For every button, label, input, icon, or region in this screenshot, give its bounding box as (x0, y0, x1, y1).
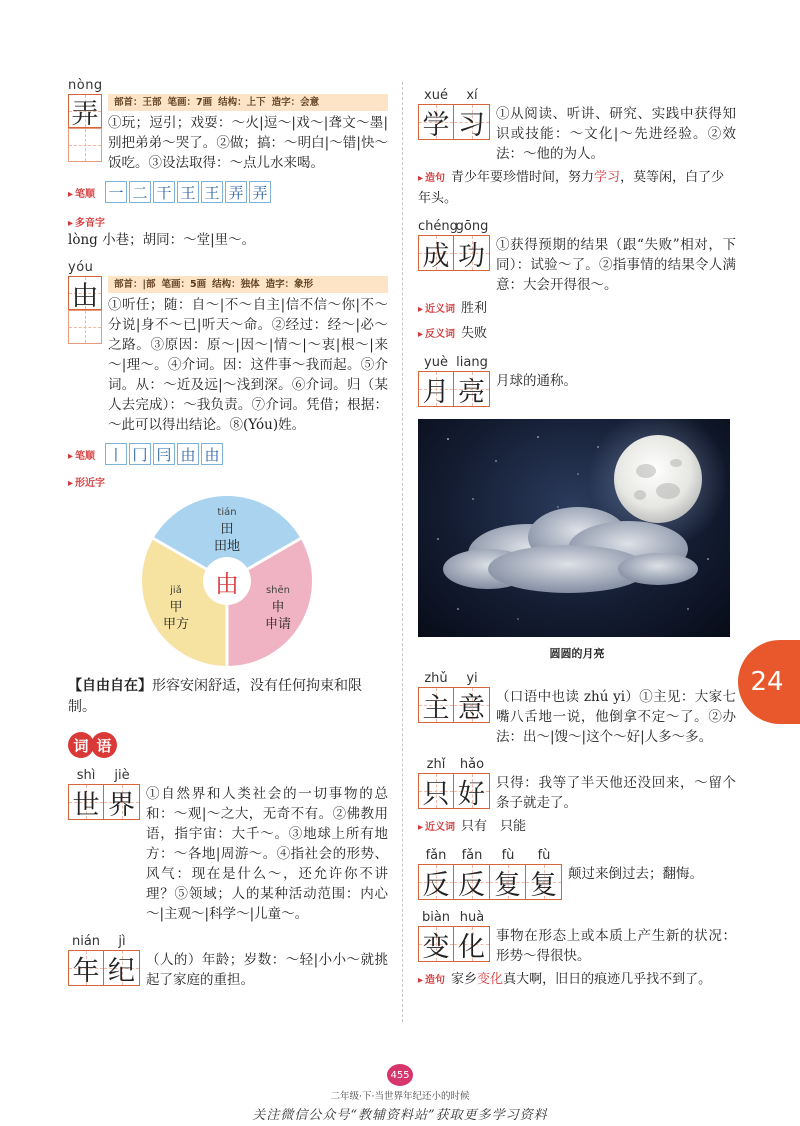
word-list-right (418, 88, 736, 407)
pinyin-syllable: xué (424, 88, 448, 103)
photo-caption: 圆圆的月亮 (549, 647, 605, 660)
word-char-box (418, 926, 490, 962)
definition-you-a: ①听任；随：自～|不～自主|信不信～你|不～分说|身不～已|听天～命。②经过：经～|必～之路。③原因：原～|因～|情～|～衷|根～|来～|理～。④介词。因：这件事～我而起。⑤介词。从：～近及远|～浅到深。⑥介词。归（某人去完成）：～我负责。⑦介词。凭借；根据：～此可以得出结论。⑧(Yóu)姓。 (108, 297, 388, 433)
word-char-box (418, 687, 490, 723)
word-char: 反 (418, 864, 454, 900)
word-char: 功 (454, 235, 490, 271)
pinyin-syllable: gōng (455, 219, 489, 234)
tag-label: ▸ 造句 (418, 975, 445, 986)
word-tag-line (418, 324, 736, 345)
word-list-right-2 (418, 671, 736, 991)
pinyin-syllable: fù (501, 848, 515, 863)
word-entry (418, 88, 736, 209)
pie-label-tian: tián 田 田地 (213, 507, 240, 554)
stroke-step: 一 (105, 181, 127, 203)
word-char: 变 (418, 926, 454, 962)
word-definition: 只得：我等了半天他还没回来，～留个条子就走了。 (496, 775, 736, 811)
word-entry (418, 355, 736, 407)
word-tag-line (418, 168, 736, 209)
word-list-left (68, 768, 388, 990)
writing-grid (68, 310, 102, 344)
char-box-nong: 弄 (68, 94, 102, 128)
word-char: 只 (418, 773, 454, 809)
tag-text: 只有 只能 (461, 819, 527, 834)
pinyin-syllable: yi (466, 671, 478, 686)
word-char: 好 (454, 773, 490, 809)
word-definition: （口语中也读 zhú yi）①主见：大家七嘴八舌地一说，他倒拿不定～了。②办法：出～|馊～|这个～好|人多～多。 (496, 689, 736, 745)
char-box-you: 由 (68, 276, 102, 310)
word-definition: 事物在形态上或本质上产生新的状况：形势～得很快。 (496, 928, 736, 964)
word-char: 习 (454, 104, 490, 140)
word-char-box (68, 784, 140, 820)
tag-text: 失败 (461, 326, 488, 341)
char-info-bar: 部首：王部 笔画：7画 结构：上下 造字：会意 (108, 94, 388, 111)
tag-text: 变化 (477, 972, 504, 987)
pinyin-syllable: jiè (114, 768, 130, 783)
pinyin-syllable: chéng (418, 219, 458, 234)
bishun-tag: ▸ 笔顺 (68, 447, 95, 462)
entry-you (68, 260, 388, 666)
char-info-bar: 部首：|部 笔画：5画 结构：独体 造字：象形 (108, 276, 388, 293)
word-char: 复 (490, 864, 526, 900)
word-char-box (418, 235, 490, 271)
word-entry (418, 219, 736, 345)
pinyin-syllable: zhǐ (426, 757, 446, 772)
word-char: 复 (526, 864, 562, 900)
word-char: 成 (418, 235, 454, 271)
tag-text: 学习 (594, 170, 621, 185)
duoyin-tag: ▸ 多音字 (68, 218, 105, 229)
word-char: 世 (68, 784, 104, 820)
word-char: 纪 (104, 950, 140, 986)
stroke-step: 冃 (153, 443, 175, 465)
pinyin-syllable: xí (466, 88, 478, 103)
word-definition: ①从阅读、听讲、研究、实践中获得知识或技能：～文化|～先进经验。②效法：～他的为人。 (496, 106, 736, 162)
page-number: 455 (387, 1064, 413, 1086)
pinyin-syllable: jì (118, 934, 126, 949)
word-char: 年 (68, 950, 104, 986)
stroke-step: 弄 (249, 181, 271, 203)
pinyin-syllable: zhǔ (424, 671, 448, 686)
word-entry (68, 768, 388, 924)
pinyin-syllable: shì (76, 768, 96, 783)
pinyin-syllable: fǎn (425, 848, 447, 863)
pinyin-syllable: biàn (421, 910, 451, 925)
pinyin-you: yóu (68, 260, 94, 275)
tag-label: ▸ 近义词 (418, 304, 455, 315)
word-tag-line (418, 970, 736, 991)
pinyin-nong: nòng (68, 78, 103, 93)
word-definition: ①获得预期的结果（跟“失败”相对，下同）：试验～了。②指事情的结果令人满意：大会开得很～。 (496, 237, 736, 293)
similar-char-pie (142, 496, 312, 666)
word-char-box (68, 950, 140, 986)
stroke-step: 由 (201, 443, 223, 465)
stroke-order-nong (105, 181, 273, 203)
word-entry (68, 934, 388, 990)
word-char: 界 (104, 784, 140, 820)
pinyin-syllable: yuè (424, 355, 448, 370)
stroke-step: 弄 (225, 181, 247, 203)
definition-nong: ①玩；逗引；戏耍：～火|逗～|戏～|聋文～墨|别把弟弟～哭了。②做；搞：～明白|～错|快～饭吃。③设法取得：～点儿水来喝。 (108, 115, 388, 171)
moon-photo (418, 419, 730, 637)
left-column (68, 78, 388, 990)
pie-label-shen: shēn 申 申请 (264, 585, 291, 632)
stroke-step: 王 (201, 181, 223, 203)
pinyin-syllable: liang (456, 355, 488, 370)
word-char: 反 (454, 864, 490, 900)
stroke-step: 王 (177, 181, 199, 203)
column-divider (402, 82, 403, 1022)
word-char: 主 (418, 687, 454, 723)
word-char: 亮 (454, 371, 490, 407)
pie-label-jia: jiǎ 甲 甲方 (162, 585, 189, 632)
tag-text: 家乡 (451, 972, 478, 987)
word-entry (418, 757, 736, 838)
word-entry (418, 910, 736, 991)
stroke-step: 干 (153, 181, 175, 203)
footer-promo: 关注微信公众号“教辅资料站”获取更多学习资料 (252, 1108, 548, 1123)
word-char-box (418, 104, 490, 140)
pinyin-syllable: nián (71, 934, 101, 949)
word-definition: 颠过来倒过去；翻悔。 (568, 866, 703, 882)
word-tag-line (418, 299, 736, 320)
tag-text: 胜利 (461, 301, 488, 316)
tag-text: ，莫等闲，白了少年头。 (418, 170, 725, 206)
pinyin-syllable: hǎo (459, 757, 485, 772)
xingjin-tag: ▸ 形近字 (68, 478, 105, 489)
word-char: 化 (454, 926, 490, 962)
right-column (418, 78, 736, 991)
word-char-box (418, 864, 562, 900)
stroke-step: 冂 (129, 443, 151, 465)
stroke-step: 二 (129, 181, 151, 203)
pie-center-char: 由 (203, 557, 251, 605)
stroke-order-you (105, 443, 225, 465)
moon-illustration (418, 419, 730, 637)
tag-label: ▸ 造句 (418, 173, 445, 184)
word-entry (418, 671, 736, 747)
bishun-tag: ▸ 笔顺 (68, 185, 95, 200)
pinyin-syllable: fù (537, 848, 551, 863)
pinyin-syllable: fǎn (461, 848, 483, 863)
pinyin-syllable: huà (459, 910, 485, 925)
idiom (68, 676, 388, 718)
word-char: 学 (418, 104, 454, 140)
word-char: 意 (454, 687, 490, 723)
word-definition: （人的）年龄；岁数：～轻|小小～就挑起了家庭的重担。 (146, 952, 388, 988)
word-entry (418, 848, 736, 900)
writing-grid (68, 128, 102, 162)
duoyin-text: lòng 小巷；胡同：～堂|里～。 (68, 232, 256, 248)
word-tag-line (418, 817, 736, 838)
word-definition: ①自然界和人类社会的一切事物的总和：～观|～之大，无奇不有。②佛教用语，指宇宙：大千～。③地球上所有地方：～各地|周游～。④指社会的形势、风气：现在是什么～，还允许你不讲理？⑤领域；人的某种活动范围：内心～|主观～|科学～|儿童～。 (146, 786, 388, 922)
word-char: 月 (418, 371, 454, 407)
word-char-box (418, 371, 490, 407)
tag-label: ▸ 近义词 (418, 822, 455, 833)
tag-text: 真大啊，旧日的痕迹几乎找不到了。 (503, 972, 712, 987)
stroke-step: 由 (177, 443, 199, 465)
tag-text: 青少年要珍惜时间，努力 (451, 170, 595, 185)
ciyu-title: 词 语 (68, 732, 114, 758)
word-definition: 月球的通称。 (496, 373, 577, 389)
idiom-definition: 形容安闲舒适，没有任何拘束和限制。 (68, 678, 362, 715)
stroke-step: 丨 (105, 443, 127, 465)
idiom-term: 【自由自在】 (68, 678, 152, 694)
section-page-badge: 24 (738, 640, 800, 724)
tag-label: ▸ 反义词 (418, 329, 455, 340)
entry-nong (68, 78, 388, 250)
footer-book-title: 二年级·下·当世界年纪还小的时候 (330, 1091, 470, 1102)
word-char-box (418, 773, 490, 809)
